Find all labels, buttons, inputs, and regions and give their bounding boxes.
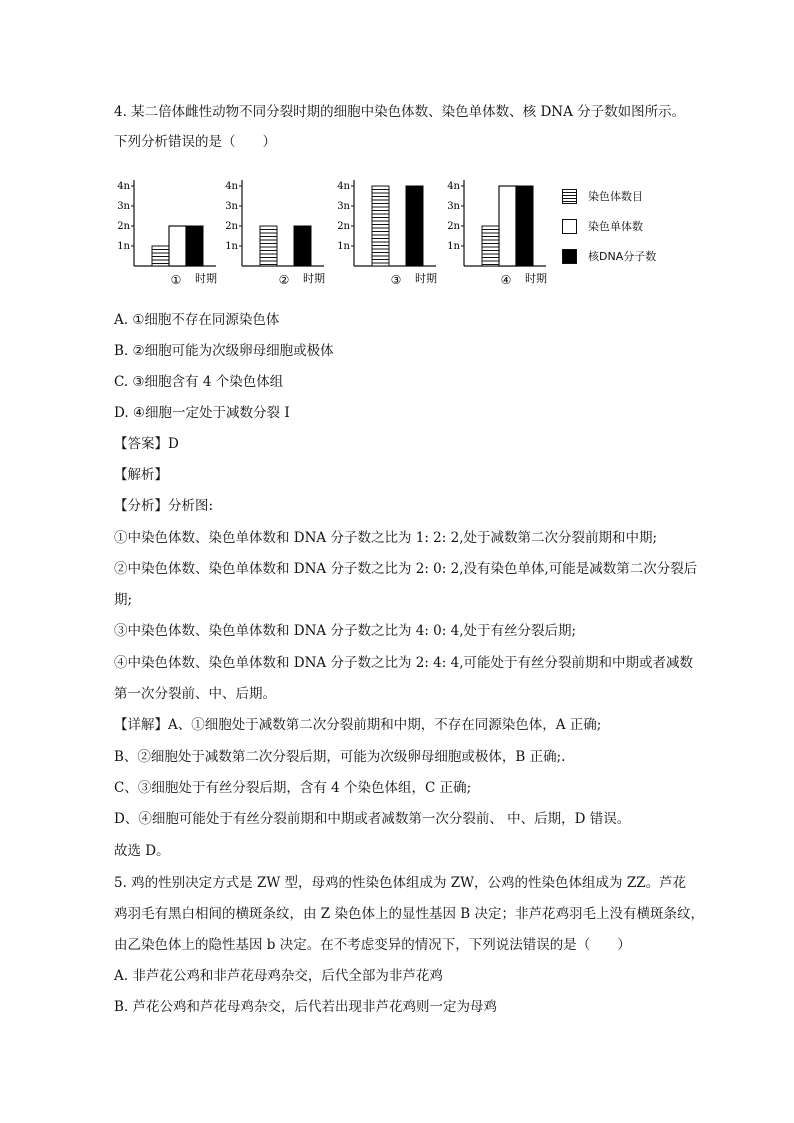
x-axis-label: 时期 [195,272,217,285]
bar-dna [294,226,311,266]
chart-3 [332,176,442,294]
y-tick-label: 1n [337,241,350,252]
group-label: ④ [500,273,512,287]
bar-chromosome [372,186,389,266]
q4-fenxi: 【分析】分析图: [114,498,214,514]
y-tick-label: 2n [447,221,460,232]
analysis-line: 第一次分裂前、中、后期。 [114,686,276,702]
group-label: ① [170,273,182,287]
y-tick-label: 1n [225,241,238,252]
group-label: ② [278,273,290,287]
q4-option-a: A. ①细胞不存在同源染色体 [114,312,280,328]
analysis-line: ②中染色体数、染色单体数和 DNA 分子数之比为 2: 0: 2,没有染色单体,可能是减数第二次分裂后 [114,561,698,577]
q5-stem-line: 由乙染色体上的隐性基因 b 决定。在不考虑变异的情况下，下列说法错误的是（ ） [114,937,631,953]
q5-option-a: A. 非芦花公鸡和非芦花母鸡杂交，后代全部为非芦花鸡 [114,968,443,984]
legend-label: 核DNA分子数 [588,250,657,263]
chart-4 [442,176,552,294]
y-tick-label: 2n [337,221,350,232]
chart-legend [562,184,672,274]
y-tick-label: 3n [447,201,460,212]
q4-option-c: C. ③细胞含有 4 个染色体组 [114,374,284,390]
y-tick-label: 2n [117,221,130,232]
q5-stem-line: 鸡羽毛有黑白相间的横斑条纹，由 Z 染色体上的显性基因 B 决定；非芦花鸡羽毛上没有横斑条纹， [114,906,704,922]
detail-line: C、③细胞处于有丝分裂后期，含有 4 个染色体组，C 正确; [114,780,472,796]
x-axis-label: 时期 [525,272,547,285]
x-axis-label: 时期 [415,272,437,285]
q4-option-d: D. ④细胞一定处于减数分裂 I [114,405,290,421]
q4-stem-line2: 下列分析错误的是（ ） [114,134,276,150]
legend-white-swatch [562,219,577,234]
y-tick-label: 4n [117,181,130,192]
y-tick-label: 1n [117,241,130,252]
y-tick-label: 3n [225,201,238,212]
chart-svg-1 [112,176,222,294]
chart-svg-2 [220,176,330,294]
detail-line: 【详解】A、①细胞处于减数第二次分裂前期和中期，不存在同源染色体，A 正确; [114,717,602,733]
legend-chromatid [562,218,672,236]
y-tick-label: 3n [337,201,350,212]
bar-chromatid [169,226,186,266]
chart-2 [220,176,330,294]
y-tick-label: 2n [225,221,238,232]
chart-svg-3 [332,176,442,294]
legend-label: 染色单体数 [588,220,643,233]
legend-striped-swatch [562,189,577,204]
bar-dna [516,186,533,266]
q5-stem-line: 5. 鸡的性别决定方式是 ZW 型，母鸡的性染色体组成为 ZW，公鸡的性染色体组成为 ZZ。芦花 [114,875,687,891]
bar-chromatid [499,186,516,266]
chart-svg-4 [442,176,552,294]
analysis-line: 期; [114,592,133,608]
detail-line: 故选 D。 [114,843,170,859]
x-axis-label: 时期 [303,272,325,285]
legend-chromosome [562,188,672,206]
analysis-line: ④中染色体数、染色单体数和 DNA 分子数之比为 2: 4: 4,可能处于有丝分裂前期和中期或者减数 [114,655,693,671]
analysis-line: ③中染色体数、染色单体数和 DNA 分子数之比为 4: 0: 4,处于有丝分裂后期; [114,623,577,639]
bar-chromosome [260,226,277,266]
group-label: ③ [390,273,402,287]
y-tick-label: 1n [447,241,460,252]
bar-dna [406,186,423,266]
bar-dna [186,226,203,266]
detail-line: D、④细胞可能处于有丝分裂前期和中期或者减数第一次分裂前、 中、后期，D 错误。 [114,811,631,827]
y-tick-label: 4n [225,181,238,192]
detail-line: B、②细胞处于减数第二次分裂后期，可能为次级卵母细胞或极体，B 正确;. [114,749,566,765]
q4-stem-line1: 4. 某二倍体雌性动物不同分裂时期的细胞中染色体数、染色单体数、核 DNA 分子数如图所示。 [114,104,686,120]
q4-analysis-title: 【解析】 [114,467,168,483]
chart-1 [112,176,222,294]
legend-black-swatch [562,249,577,264]
y-tick-label: 4n [447,181,460,192]
analysis-line: ①中染色体数、染色单体数和 DNA 分子数之比为 1: 2: 2,处于减数第二次分裂前期和中期; [114,530,658,546]
q4-option-b: B. ②细胞可能为次级卵母细胞或极体 [114,343,334,359]
bar-chromosome [482,226,499,266]
q4-answer: 【答案】D [114,436,179,452]
y-tick-label: 3n [117,201,130,212]
y-tick-label: 4n [337,181,350,192]
q5-option-b: B. 芦花公鸡和芦花母鸡杂交，后代若出现非芦花鸡则一定为母鸡 [114,999,498,1015]
legend-label: 染色体数目 [588,190,643,203]
legend-dna [562,248,672,266]
